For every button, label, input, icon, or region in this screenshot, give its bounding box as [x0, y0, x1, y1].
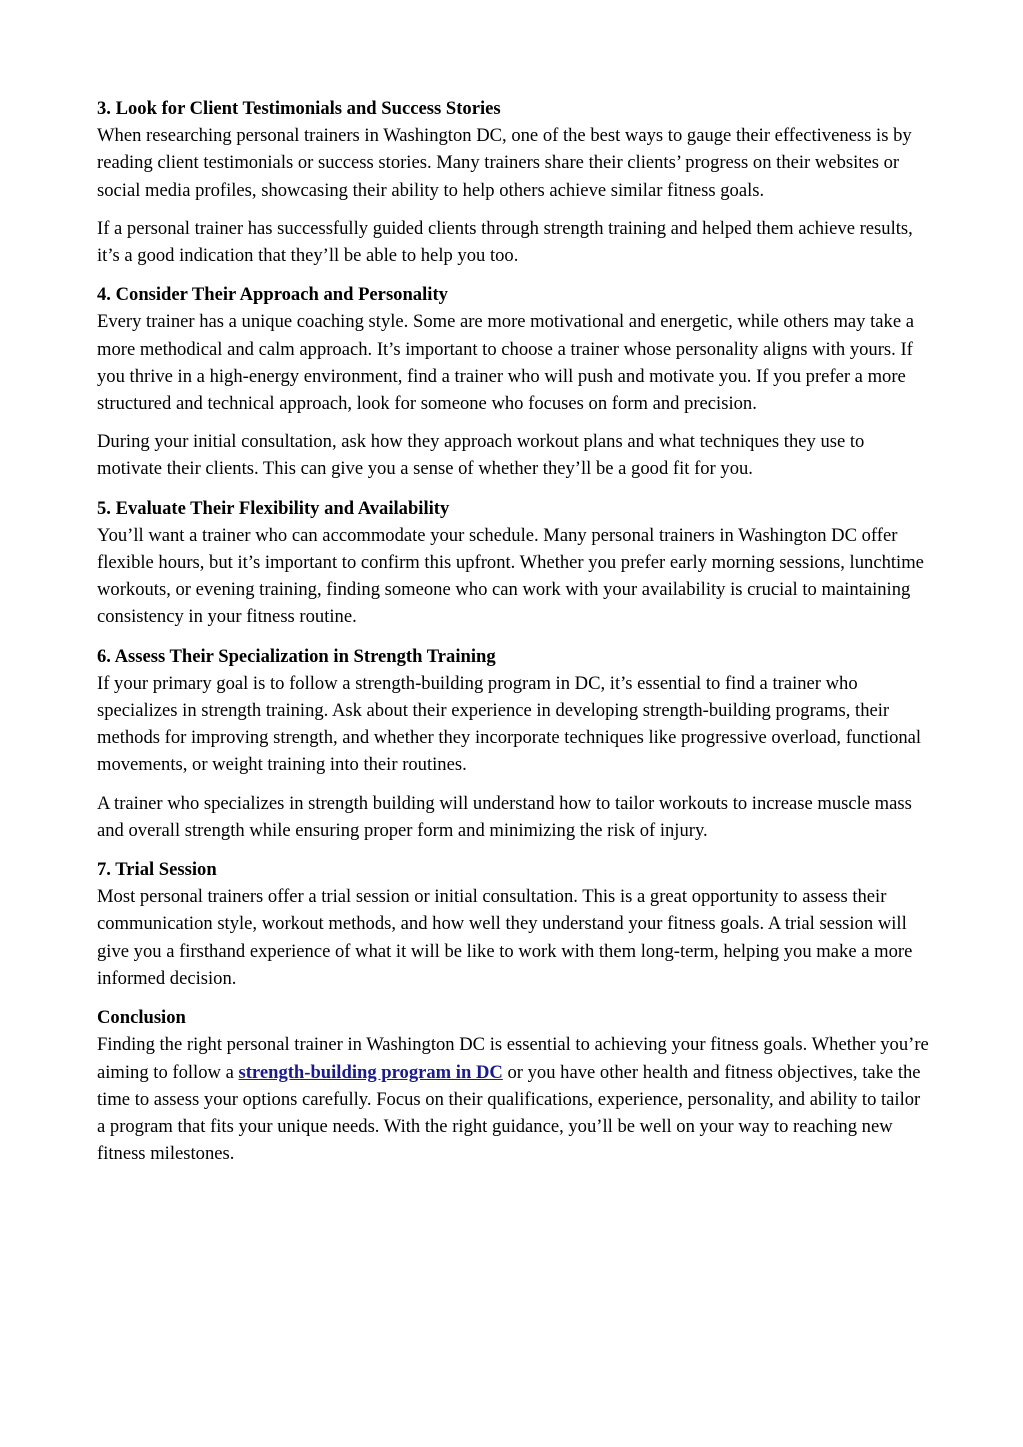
conclusion-heading: Conclusion: [97, 1007, 186, 1029]
section-approach-personality: [97, 281, 933, 482]
section-trial-session: [97, 856, 933, 992]
section-heading: 6. Assess Their Specialization in Strength Training: [97, 645, 496, 667]
conclusion-text-after-link: or you have other health and fitness objectives, take the time to assess your options carefully. Focus on their qualifications, experience, personality, and ability to tailor a program that fits your unique needs. With the right guidance, you’ll be well on your way to reaching new fitness milestones.: [97, 1061, 921, 1165]
section-heading: 7. Trial Session: [97, 859, 217, 881]
section-specialization: [97, 643, 933, 844]
document-page: [97, 95, 933, 1179]
section-flexibility-availability: [97, 495, 933, 631]
section-paragraph: During your initial consultation, ask how they approach workout plans and what techniques they use to motivate their clients. This can give you a sense of whether they’ll be a good fit for you.: [97, 431, 865, 480]
section-paragraph: If a personal trainer has successfully guided clients through strength training and helped them achieve results, it’s a good indication that they’ll be able to help you too.: [97, 217, 913, 267]
section-paragraph: A trainer who specializes in strength building will understand how to tailor workouts to increase muscle mass and overall strength while ensuring proper form and minimizing the risk of injury.: [97, 792, 912, 841]
section-heading: 3. Look for Client Testimonials and Success Stories: [97, 98, 501, 119]
section-paragraph: Every trainer has a unique coaching style. Some are more motivational and energetic, while others may take a more methodical and calm approach. It’s important to choose a trainer whose personality aligns with yours. If you thrive in a high-energy environment, find a trainer who will push and motivate you. If you prefer a more structured and technical approach, look for someone who focuses on form and precision.: [97, 311, 914, 415]
section-heading: 4. Consider Their Approach and Personality: [97, 284, 448, 306]
section-paragraph: You’ll want a trainer who can accommodate your schedule. Many personal trainers in Washington DC offer flexible hours, but it’s important to confirm this upfront. Whether you prefer early morning sessions, lunchtime workouts, or evening training, finding someone who can work with your availability is crucial to maintaining consistency in your fitness routine.: [97, 524, 924, 628]
section-testimonials: [97, 95, 933, 269]
conclusion-paragraph: [97, 1031, 933, 1167]
strength-program-link[interactable]: strength-building program in DC: [238, 1061, 503, 1083]
section-heading: 5. Evaluate Their Flexibility and Availability: [97, 497, 450, 519]
section-paragraph: Most personal trainers offer a trial session or initial consultation. This is a great opportunity to assess their communication style, workout methods, and how well they understand your fitness goals. A trial session will give you a firsthand experience of what it will be like to work with them long-term, helping you make a more informed decision.: [97, 886, 913, 989]
conclusion-text-before-link: Finding the right personal trainer in Washington DC is essential to achieving your fitness goals. Whether you’re aiming to follow a: [97, 1034, 929, 1083]
section-paragraph: If your primary goal is to follow a strength-building program in DC, it’s essential to find a trainer who specializes in strength training. Ask about their experience in developing strength-building programs, their methods for improving strength, and whether they incorporate techniques like progressive overload, functional movements, or weight training into their routines.: [97, 672, 922, 776]
section-conclusion: [97, 1004, 933, 1167]
section-paragraph: When researching personal trainers in Washington DC, one of the best ways to gauge their effectiveness is by reading client testimonials or success stories. Many trainers share their clients’ progress on their websites or social media profiles, showcasing their ability to help others achieve similar fitness goals.: [97, 125, 912, 201]
